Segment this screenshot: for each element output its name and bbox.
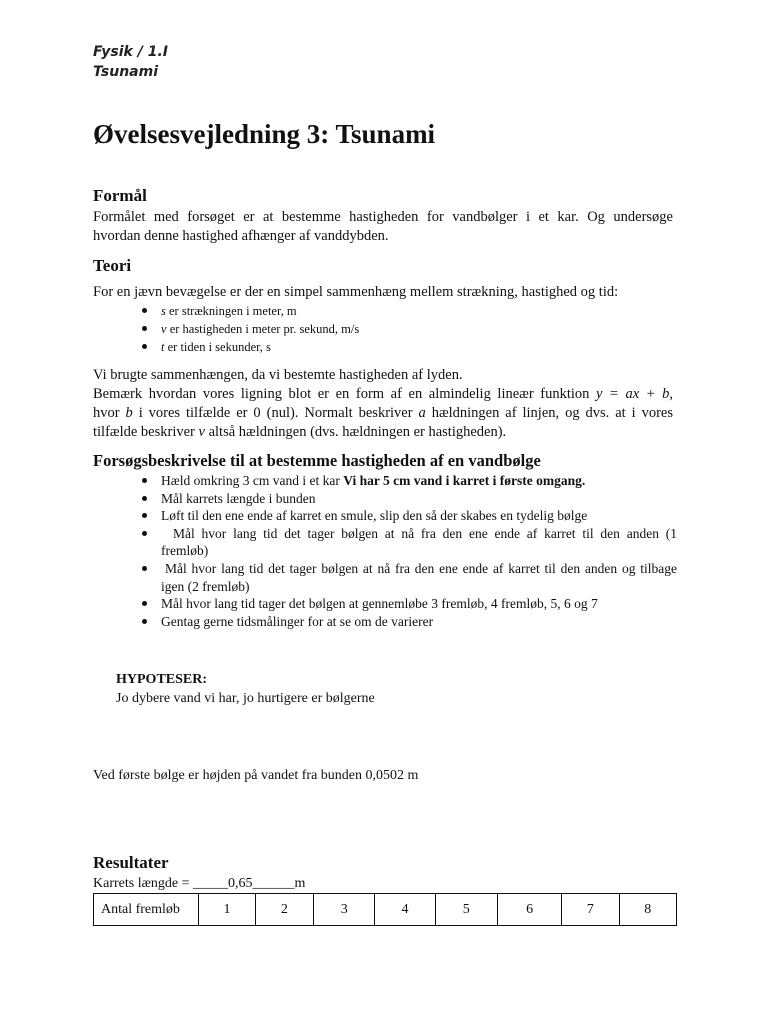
list-item: Mål hvor lang tid det tager bølgen at nå fra den ene ende af karret til den anden (1 fremløb) xyxy=(93,525,677,560)
formaal-line-2: hvordan denne hastighed afhænger af vanddybden. xyxy=(93,228,389,244)
teori-intro: For en jævn bevægelse er der en simpel sammenhæng mellem strækning, hastighed og tid: xyxy=(93,284,619,300)
list-item: Gentag gerne tidsmålinger for at se om de varierer xyxy=(93,613,677,631)
hypoteser-heading: HYPOTESER: xyxy=(116,672,208,687)
results-table xyxy=(93,893,677,926)
variable-symbol: t xyxy=(161,340,165,354)
list-item: v er hastigheden i meter pr. sekund, m/s xyxy=(93,320,677,338)
formaal-text xyxy=(93,208,673,246)
table-row xyxy=(94,894,677,926)
list-item: Løft til den ene ende af karret en smule, slip den så der skabes en tydelig bølge xyxy=(93,507,677,525)
formaal-line-1: Formålet med forsøget er at bestemme hastigheden for vandbølger i et kar. Og undersøge xyxy=(93,209,673,225)
variable-symbol: s xyxy=(161,304,166,318)
teori-line-4: tilfælde beskriver v altså hældningen (dvs. hældningen er hastigheden). xyxy=(93,424,507,440)
list-item: t er tiden i sekunder, s xyxy=(93,338,677,356)
forsoeg-steps xyxy=(93,472,677,630)
list-item: Hæld omkring 3 cm vand i et kar Vi har 5 cm vand i karret i første omgang. xyxy=(93,472,677,490)
table-cell: 1 xyxy=(199,894,255,926)
measurement-note: Ved første bølge er højden på vandet fra bunden 0,0502 m xyxy=(93,768,419,783)
table-cell: 5 xyxy=(435,894,497,926)
teori-heading: Teori xyxy=(93,256,132,275)
linear-formula: y = ax + b xyxy=(596,386,670,402)
list-item: s er strækningen i meter, m xyxy=(93,302,677,320)
document-title: Øvelsesvejledning 3: Tsunami xyxy=(93,119,436,149)
table-cell: 6 xyxy=(497,894,561,926)
teori-line-1: Vi brugte sammenhængen, da vi bestemte hastigheden af lyden. xyxy=(93,367,463,383)
header-subject: Fysik / 1.I xyxy=(93,44,168,60)
resultater-heading: Resultater xyxy=(93,853,169,872)
step-note: Vi har 5 cm vand i karret i første omgang. xyxy=(343,473,586,488)
header-topic: Tsunami xyxy=(93,64,158,80)
karrets-laengde: Karrets længde = _____0,65______m xyxy=(93,876,306,891)
hypoteser-text: Jo dybere vand vi har, jo hurtigere er bølgerne xyxy=(116,691,375,706)
table-cell: 8 xyxy=(619,894,676,926)
list-item: Mål hvor lang tid tager det bølgen at gennemløbe 3 fremløb, 4 fremløb, 5, 6 og 7 xyxy=(93,595,677,613)
document-page xyxy=(93,0,677,1024)
table-cell: 4 xyxy=(375,894,435,926)
list-item: Mål karrets længde i bunden xyxy=(93,490,677,508)
list-item: Mål hvor lang tid det tager bølgen at nå fra den ene ende af karret til den anden og tilbage igen (2 fremløb) xyxy=(93,560,677,595)
teori-line-2: Bemærk hvordan vores ligning blot er en form af en almindelig lineær funktion y = ax + b, xyxy=(93,386,673,402)
teori-line-3: hvor b i vores tilfælde er 0 (nul). Normalt beskriver a hældningen af linjen, og dvs. at i vores xyxy=(93,405,673,421)
hypoteser-block xyxy=(116,670,375,708)
variable-symbol: v xyxy=(161,322,167,336)
table-cell: 7 xyxy=(562,894,619,926)
document-header xyxy=(93,42,168,82)
teori-variable-list xyxy=(93,302,677,356)
teori-paragraph xyxy=(93,366,673,442)
table-cell: 3 xyxy=(314,894,375,926)
table-cell: 2 xyxy=(255,894,313,926)
formaal-heading: Formål xyxy=(93,186,147,205)
forsoeg-heading: Forsøgsbeskrivelse til at bestemme hastigheden af en vandbølge xyxy=(93,451,541,470)
table-row-label: Antal fremløb xyxy=(94,894,199,926)
